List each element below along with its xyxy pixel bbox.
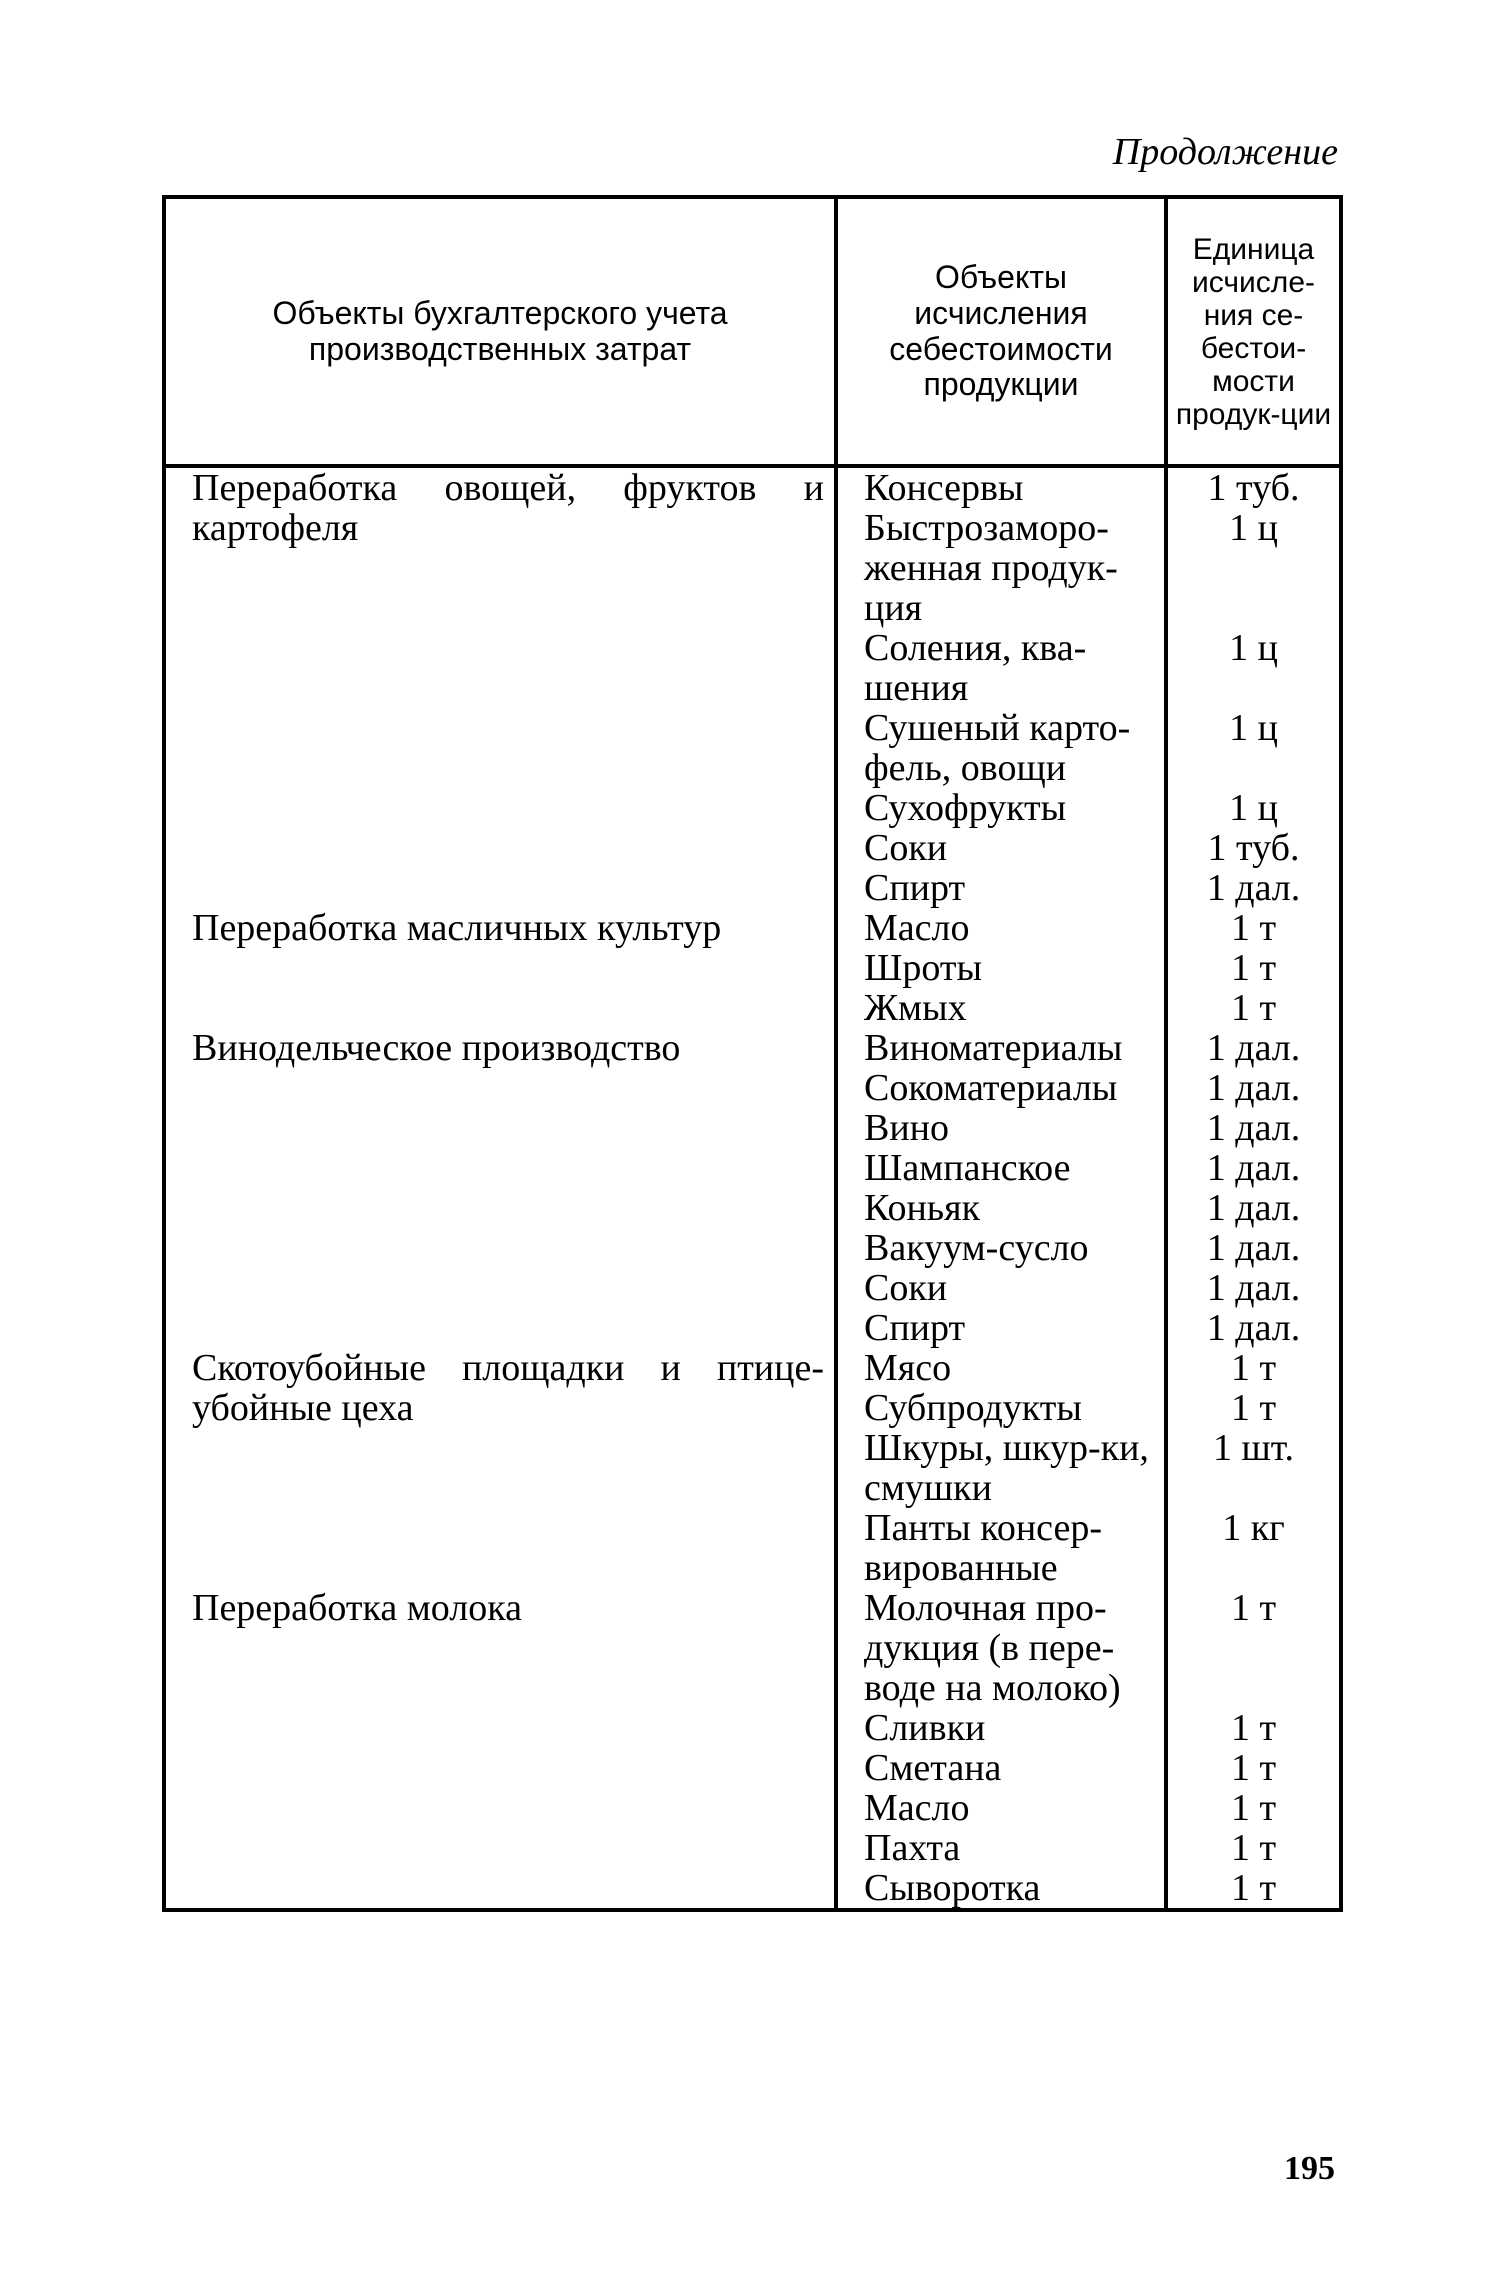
unit-cell: 1 т xyxy=(1166,1388,1341,1428)
unit-cell: 1 туб. xyxy=(1166,466,1341,508)
accounting-object: Скотоубойные площадки и птице-убойные цеха xyxy=(192,1347,824,1429)
product-cell: Шкуры, шкур-ки, смушки xyxy=(836,1428,1166,1508)
continuation-label: Продолжение xyxy=(1112,131,1338,173)
product-cell: Спирт xyxy=(836,868,1166,908)
product-cell: Мясо xyxy=(836,1348,1166,1388)
product-cell: Масло xyxy=(836,908,1166,948)
accounting-object: Переработка овощей, фруктов и картофеля xyxy=(192,467,824,549)
product-cell: Панты консер-вированные xyxy=(836,1508,1166,1588)
table-row xyxy=(164,908,1341,948)
product-cell: Сметана xyxy=(836,1748,1166,1788)
accounting-object: Винодельческое производство xyxy=(192,1027,681,1069)
product-cell: Соки xyxy=(836,1268,1166,1308)
accounting-object: Переработка масличных культур xyxy=(192,907,722,949)
product-cell: Коньяк xyxy=(836,1188,1166,1228)
unit-cell: 1 т xyxy=(1166,1348,1341,1388)
unit-cell: 1 дал. xyxy=(1166,1188,1341,1228)
product-cell: Консервы xyxy=(836,466,1166,508)
product-cell: Сыворотка xyxy=(836,1868,1166,1910)
table-row xyxy=(164,1028,1341,1068)
product-cell: Виноматериалы xyxy=(836,1028,1166,1068)
unit-cell: 1 дал. xyxy=(1166,1028,1341,1068)
table-row xyxy=(164,1348,1341,1388)
unit-cell: 1 дал. xyxy=(1166,1268,1341,1308)
header-accounting-objects: Объекты бухгалтерского учета производственных затрат xyxy=(164,197,836,466)
unit-cell: 1 т xyxy=(1166,1828,1341,1868)
product-cell: Спирт xyxy=(836,1308,1166,1348)
product-cell: Вино xyxy=(836,1108,1166,1148)
product-cell: Сушеный карто-фель, овощи xyxy=(836,708,1166,788)
header-costing-objects: Объекты исчисления себестоимости продукции xyxy=(836,197,1166,466)
unit-cell: 1 дал. xyxy=(1166,1148,1341,1188)
unit-cell: 1 шт. xyxy=(1166,1428,1341,1508)
product-cell: Быстрозаморо-женная продук-ция xyxy=(836,508,1166,628)
unit-cell: 1 ц xyxy=(1166,788,1341,828)
accounting-object: Переработка молока xyxy=(192,1587,522,1629)
unit-cell: 1 т xyxy=(1166,908,1341,948)
unit-cell: 1 ц xyxy=(1166,508,1341,628)
unit-cell: 1 т xyxy=(1166,1748,1341,1788)
unit-cell: 1 ц xyxy=(1166,628,1341,708)
unit-cell: 1 дал. xyxy=(1166,1068,1341,1108)
cost-objects-table xyxy=(162,195,1343,1912)
product-cell: Соления, ква-шения xyxy=(836,628,1166,708)
unit-cell: 1 дал. xyxy=(1166,1228,1341,1268)
table-header-row xyxy=(164,197,1341,466)
unit-cell: 1 туб. xyxy=(1166,828,1341,868)
unit-cell: 1 т xyxy=(1166,948,1341,988)
unit-cell: 1 дал. xyxy=(1166,868,1341,908)
unit-cell: 1 ц xyxy=(1166,708,1341,788)
product-cell: Сливки xyxy=(836,1708,1166,1748)
unit-cell: 1 т xyxy=(1166,1708,1341,1748)
product-cell: Шроты xyxy=(836,948,1166,988)
product-cell: Шампанское xyxy=(836,1148,1166,1188)
product-cell: Субпродукты xyxy=(836,1388,1166,1428)
product-cell: Вакуум-сусло xyxy=(836,1228,1166,1268)
unit-cell: 1 кг xyxy=(1166,1508,1341,1588)
unit-cell: 1 т xyxy=(1166,988,1341,1028)
unit-cell: 1 т xyxy=(1166,1588,1341,1708)
unit-cell: 1 дал. xyxy=(1166,1108,1341,1148)
unit-cell: 1 дал. xyxy=(1166,1308,1341,1348)
product-cell: Жмых xyxy=(836,988,1166,1028)
product-cell: Масло xyxy=(836,1788,1166,1828)
unit-cell: 1 т xyxy=(1166,1788,1341,1828)
product-cell: Молочная про-дукция (в пере-воде на молоко) xyxy=(836,1588,1166,1708)
page-number: 195 xyxy=(1284,2150,1335,2187)
product-cell: Соки xyxy=(836,828,1166,868)
product-cell: Сухофрукты xyxy=(836,788,1166,828)
product-cell: Пахта xyxy=(836,1828,1166,1868)
unit-cell: 1 т xyxy=(1166,1868,1341,1910)
table-row xyxy=(164,1588,1341,1708)
header-costing-unit: Единица исчисле-ния се-бестои-мости продук-ции xyxy=(1166,197,1341,466)
product-cell: Сокоматериалы xyxy=(836,1068,1166,1108)
table-row xyxy=(164,466,1341,508)
